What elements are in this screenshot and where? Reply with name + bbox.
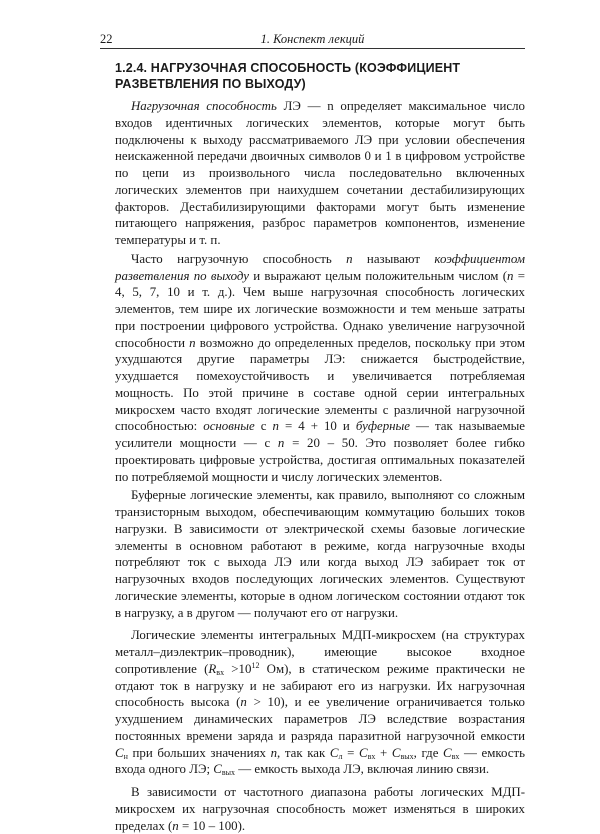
page-number: 22	[100, 32, 113, 46]
body-text	[115, 98, 525, 834]
section-heading: 1.2.4. НАГРУЗОЧНАЯ СПОСОБНОСТЬ (КОЭФФИЦИЕНТ РАЗВЕТВЛЕНИЯ ПО ВЫХОДУ)	[115, 61, 461, 91]
term-basic: основные	[203, 419, 255, 434]
paragraph-4: Логические элементы интегральных МДП-микросхем (на структурах металл–диэлектрик–проводник), имеющие высокое входное сопротивление ($R_{вх} >10^{12}$ Ом), в статическом режиме практически не отдают ток в нагрузку и не забирают его из нагрузки. Их нагрузочная способность высока (n > 10), и ее увеличение ограничивается только ухудшением динамических параметров ЛЭ вследствие возрастания постоянных времени заряда и разряда паразитной нагрузочной емкости $C_н$ при больших значениях n, так как $C_л = C_{вх} + C_{вых}$, где $C_{вх}$ — емкость входа одного ЛЭ; $C_{вых}$ — емкость выхода ЛЭ, включая линию связи.	[115, 628, 526, 778]
term-load-capacity: Нагрузочная способность	[131, 99, 277, 113]
paragraph-1: Нагрузочная способность ЛЭ — n определяет максимальное число входов идентичных логических элементов, которые могут быть подключены к выходу рассматриваемого ЛЭ при условии обеспечения неискаженной передачи двоичных символов 0 и 1 в цифровом устройстве по цепи из произвольного числа последовательно включенных логических элементов при наихудшем сочетании дестабилизирующих факторов. Дестабилизирующими факторами могут быть изменение питающего напряжения, разброс параметров компонентов, изменение температуры и т. п.	[115, 99, 525, 247]
term-buffer: буферные	[355, 419, 411, 434]
header-rule	[100, 48, 525, 49]
paragraph-3: Буферные логические элементы, как правило, выполняют со сложным транзисторным выходом, обеспечивающим коммутацию больших токов нагрузки. В зависимости от электрической схемы базовые логические элементы в основном работают в режиме, когда нагрузочные входы потребляют ток с выхода ЛЭ или когда выход ЛЭ забирает ток от нагрузочных входов последующих логических элементов. Существуют логические элементы, которые в одном логическом состоянии отдают ток в нагрузку, а в другом — получают его от нагрузки.	[115, 488, 525, 620]
paragraph-5: В зависимости от частотного диапазона работы логических МДП-микросхем их нагрузочная способность может изменяться в широких пределах (n = 10 – 100).	[115, 785, 525, 833]
running-head	[100, 28, 525, 50]
term-fanout: коэффициентом разветвления по выходу	[115, 251, 525, 283]
paragraph-2: Часто нагрузочную способность n называют коэффициентом разветвления по выходу и выражают целым положительным числом (n = 4, 5, 7, 10 и т. д.). Чем выше нагрузочная способность логических элементов, тем шире их логические возможности и тем меньше затраты при построении цифрового устройства. Однако увеличение нагрузочной способности n возможно до определенных пределов, поскольку при этом ухудшаются другие параметры ЛЭ: снижается быстродействие, ухудшается помехоустойчивость и увеличивается потребляемая мощность. По этой причине в составе одной серии интегральных микросхем часто входят логические элементы с различной нагрузочной способностью: основные с n = 4 + 10 и буферные — так называемые усилители мощности — с n = 20 – 50. Это позволяет более гибко проектировать цифровые устройства, достигая оптимальных показателей по потребляемой мощности и числу логических элементов.	[115, 251, 526, 484]
chapter-title: 1. Конспект лекций	[260, 32, 365, 46]
